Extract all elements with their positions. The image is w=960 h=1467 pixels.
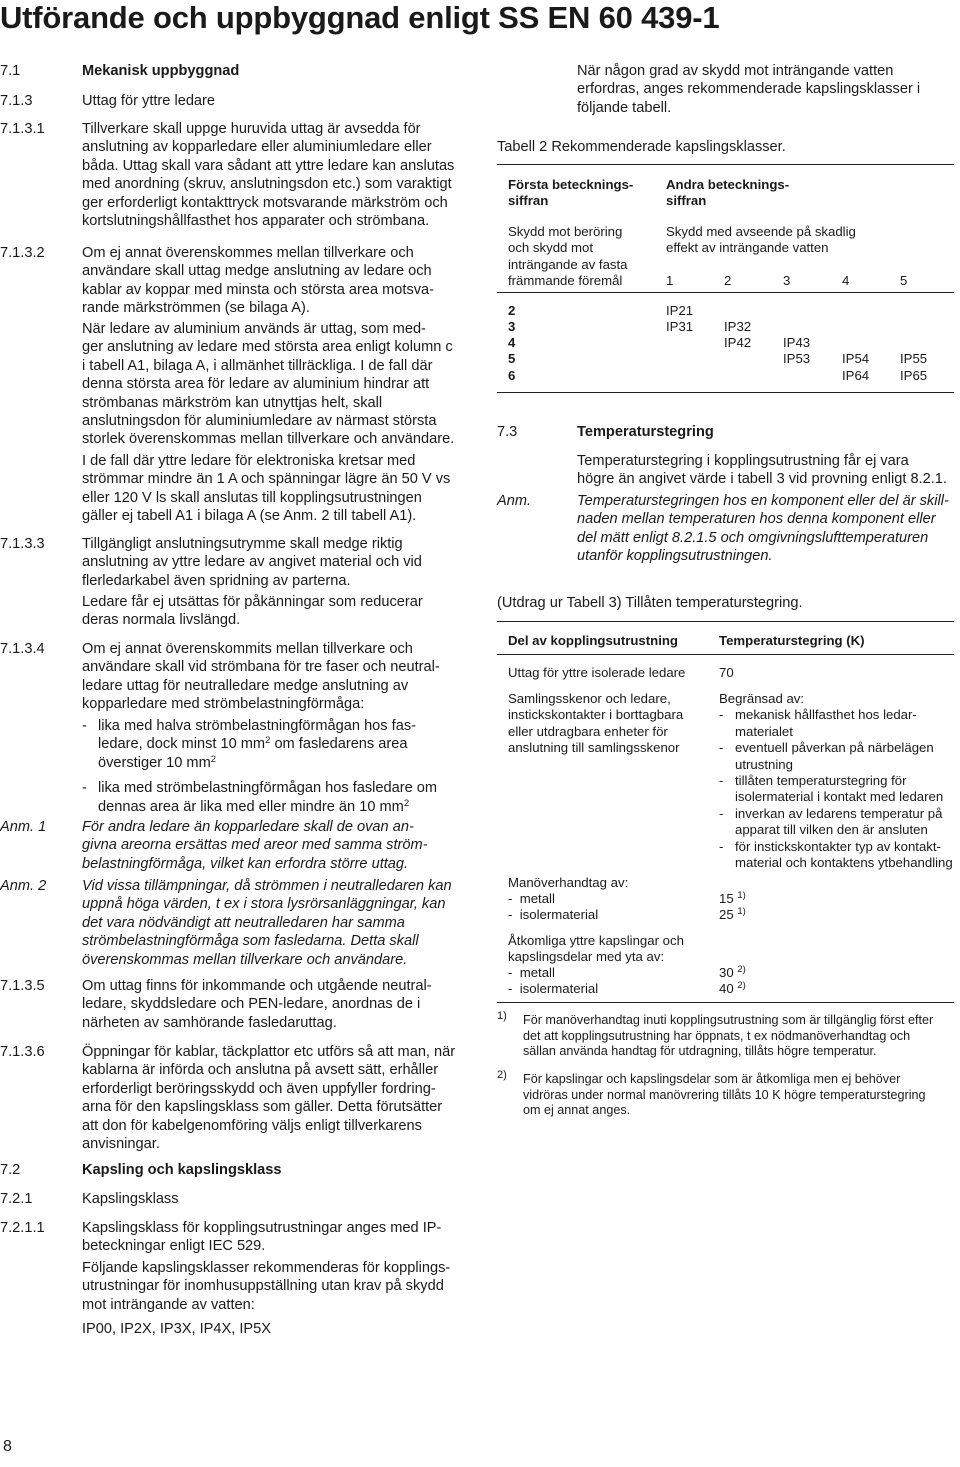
table-cell: Manöverhandtag av: xyxy=(508,875,629,890)
text-line: följande tabell. xyxy=(577,99,672,116)
footnote-mark: 2) xyxy=(497,1069,507,1081)
row-key: 2 xyxy=(508,303,516,318)
text-line: utrustningar för inomhusuppställning utan krav på skydd xyxy=(82,1278,444,1295)
section-heading: Kapslingsklass xyxy=(82,1191,179,1207)
text-line: om ej annat anges. xyxy=(523,1103,631,1118)
text-line: Vid vissa tillämpningar, då strömmen i neutralledaren kan xyxy=(82,878,452,894)
section-heading: Temperaturstegring xyxy=(577,424,714,440)
table-cell: - metall xyxy=(508,891,555,906)
table-cell: IP65 xyxy=(900,368,928,383)
table-cell: 15 $^{1)}$ xyxy=(719,890,746,906)
dash-marker: - xyxy=(82,718,87,734)
text-line: För andra ledare än kopparledare skall de ovan an- xyxy=(82,819,414,835)
footnote-mark: 1) xyxy=(497,1010,507,1022)
text-line: Första betecknings- xyxy=(508,177,634,192)
list-item: - tillåten temperaturstegring för isolermaterial i kontakt med ledaren xyxy=(719,773,944,805)
text-line: överenskommas mellan tillverkare och användare. xyxy=(82,951,408,968)
section-number: 7.1.3.6 xyxy=(0,1044,45,1060)
text-line: eller 120 V ls skall anslutas till kopplingsutrustningen xyxy=(82,489,422,506)
text-line: effekt av inträngande vatten xyxy=(666,240,829,256)
table-rule xyxy=(497,654,954,655)
section-heading: Uttag för yttre ledare xyxy=(82,93,216,109)
text-line: När någon grad av skydd mot inträngande vatten xyxy=(577,63,894,79)
text-line: kablar av koppar med minsta och största area motsva- xyxy=(82,281,435,298)
text-line: anslutning till samlingsskenor xyxy=(508,740,680,756)
table-cell: 40 $^{2)}$ xyxy=(719,980,746,996)
table-cell: IP21 xyxy=(666,303,694,318)
table-caption: Tabell 2 Rekommenderade kapslingsklasser. xyxy=(497,139,786,155)
text-line: utanför kopplingsutrustningen. xyxy=(577,548,773,565)
column-header: 4 xyxy=(842,273,850,288)
text-line: ger anslutning av ledare med största area enligt kolumn c xyxy=(82,339,453,356)
column-header: 1 xyxy=(666,273,674,288)
text-line: erfordras, anges rekommenderade kapslingsklasser i xyxy=(577,81,921,98)
text-line: strömbelastningförmåga som fasledarna. Detta skall xyxy=(82,933,419,950)
text-line: Temperaturstegring i kopplingsutrustning får ej vara xyxy=(577,453,909,469)
text-line: Tillgängligt anslutningsutrymme skall medge riktig xyxy=(82,536,403,552)
table-rule xyxy=(497,392,954,393)
text-line: Skydd med avseende på skadlig xyxy=(666,224,856,239)
text-line: arna för den kapslingsklass som gäller. Detta förutsätter xyxy=(82,1099,443,1116)
column-header: 5 xyxy=(900,273,908,288)
text-line: deras normala livslängd. xyxy=(82,612,241,629)
table-cell: Uttag för yttre isolerade ledare xyxy=(508,665,686,680)
text-line: med anordning (skruv, anslutningsdon etc.) som varaktigt xyxy=(82,176,452,193)
table-cell xyxy=(508,933,684,966)
paragraph xyxy=(82,120,482,230)
table-cell: - isolermaterial xyxy=(508,907,599,922)
text-line: överstiger 10 $mm^2$ xyxy=(98,753,217,771)
text-line: Skydd mot beröring xyxy=(508,224,623,239)
dash-marker: - xyxy=(82,780,87,797)
table-cell xyxy=(719,691,954,871)
paragraph xyxy=(82,593,482,630)
section-number: 7.1 xyxy=(0,63,21,79)
paragraph xyxy=(82,640,482,714)
table-rule xyxy=(497,621,954,622)
text-line: ledare, dock minst 10 $mm^2$ om fasledarens area xyxy=(98,735,408,753)
text-line: När ledare av aluminium används är uttag, som med- xyxy=(82,321,426,337)
paragraph: IP00, IP2X, IP3X, IP4X, IP5X xyxy=(82,1321,272,1337)
table-subheader xyxy=(666,224,856,257)
table-cell: IP31 xyxy=(666,319,694,334)
text-line: i tabell A1, bilaga A, i allmänhet tillräckliga. I de fall där xyxy=(82,357,433,374)
text-line: eller utdragbara enheter för xyxy=(508,723,668,739)
section-number: 7.1.3.2 xyxy=(0,245,45,261)
text-line: kopparledare med strömbelastningförmåga: xyxy=(82,696,365,713)
text-line: Om ej annat överenskommes mellan tillverkare och xyxy=(82,245,414,261)
text-line: vidröras under normal manövrering tillåts 10 K högre temperaturstegring xyxy=(523,1087,926,1102)
table-cell: IP32 xyxy=(724,319,752,334)
table-cell: IP42 xyxy=(724,335,752,350)
row-key: 4 xyxy=(508,335,516,350)
paragraph xyxy=(577,452,957,489)
section-number: 7.2.1 xyxy=(0,1191,33,1207)
table-rule xyxy=(497,1002,954,1003)
paragraph xyxy=(82,452,482,526)
text-line: Om uttag finns för inkommande och utgående neutral- xyxy=(82,978,432,994)
footnote xyxy=(523,1013,958,1060)
text-line: del mätt enligt 8.2.1.5 och omgivningslufttemperaturen xyxy=(577,529,929,546)
text-line: kapslingsdelar med yta av: xyxy=(508,949,665,965)
table-header xyxy=(508,177,633,210)
text-line: ger erforderligt kontakttryck motsvarande märkström och xyxy=(82,194,448,211)
text-line: flerledarkabel även spridning av parterna. xyxy=(82,572,351,589)
table-header: Del av kopplingsutrustning xyxy=(508,633,678,648)
text-line: Följande kapslingsklasser rekommenderas för kopplings- xyxy=(82,1260,451,1276)
text-line: givna areorna ersättas med areor med samma ström- xyxy=(82,837,428,854)
note-label: Anm. 2 xyxy=(0,878,47,894)
section-number: 7.1.3.4 xyxy=(0,641,45,657)
text-line: kablarna är införda och anslutna på avsett sätt, erhåller xyxy=(82,1062,439,1079)
table-cell: IP53 xyxy=(783,351,811,366)
table-rule xyxy=(497,292,954,293)
text-line: siffran xyxy=(508,193,549,209)
text-line: Temperaturstegringen hos en komponent eller del är skill- xyxy=(577,493,949,509)
table-caption: (Utdrag ur Tabell 3) Tillåten temperaturstegring. xyxy=(497,595,803,611)
text-line: För kapslingar och kapslingsdelar som är åtkomliga men ej behöver xyxy=(523,1072,901,1086)
text-line: lika med halva strömbelastningförmågan hos fas- xyxy=(98,718,416,734)
text-line: beteckningar enligt IEC 529. xyxy=(82,1238,266,1255)
text-line: användare skall vid strömbana för tre faser och neutral- xyxy=(82,659,440,676)
text-line: För manöverhandtag inuti kopplingsutrustning som är tillgänglig först efter xyxy=(523,1013,934,1027)
section-heading: Kapsling och kapslingsklass xyxy=(82,1162,282,1178)
text-line: Tillverkare skall uppge huruvida uttag är avsedda för xyxy=(82,121,421,137)
paragraph xyxy=(82,1259,482,1314)
text-line: mot inträngande av vatten: xyxy=(82,1296,255,1313)
text-line: denna största area för ledare av aluminium hindrar att xyxy=(82,376,430,393)
section-number: 7.1.3.3 xyxy=(0,536,45,552)
table-cell: IP64 xyxy=(842,368,870,383)
section-heading: Mekanisk uppbyggnad xyxy=(82,63,240,79)
text-line: strömbanas märkström kan utnyttjas helt, skall xyxy=(82,394,383,411)
text-line: instickskontakter i borttagbara xyxy=(508,707,684,723)
text-line: att don för kabelgenomföring väljs enligt tillverkarens xyxy=(82,1117,422,1134)
row-key: 5 xyxy=(508,351,516,366)
table-header xyxy=(666,177,789,210)
table-cell: - metall xyxy=(508,965,555,980)
table-cell: IP43 xyxy=(783,335,811,350)
table-cell: - isolermaterial xyxy=(508,981,599,996)
text-line: närheten av samhörande fasledaruttag. xyxy=(82,1014,337,1031)
section-number: 7.3 xyxy=(497,424,518,440)
text-line: strömmar mindre än 1 A och spänningar lägre än 50 V vs xyxy=(82,471,451,488)
paragraph xyxy=(82,320,482,449)
footnote xyxy=(523,1072,958,1119)
text-line: rande märkströmmen (se bilaga A). xyxy=(82,300,310,317)
table-rule xyxy=(497,164,954,165)
text-line: uppnå höga värden, t ex i stora lysrörsanläggningar, kan xyxy=(82,896,446,913)
text-line: anvisningar. xyxy=(82,1136,160,1153)
paragraph xyxy=(82,977,482,1032)
paragraph xyxy=(82,1043,482,1153)
table-cell: 25 $^{1)}$ xyxy=(719,906,746,922)
text-line: lika med strömbelastningförmågan hos fasledare om xyxy=(98,780,438,797)
note-text xyxy=(82,818,482,873)
text-line: Kapslingsklass för kopplingsutrustningar anges med IP- xyxy=(82,1220,442,1236)
note-text xyxy=(82,877,482,969)
text-line: Öppningar för kablar, täckplattor etc utförs så att man, när xyxy=(82,1044,456,1060)
text-line: anslutningsdon för aluminiumledare av närmast största xyxy=(82,413,437,430)
bullet-list xyxy=(82,717,482,816)
text-line: Begränsad av: xyxy=(719,691,805,706)
list-item: - för instickskontakter typ av kontakt- material och kontaktens ytbehandling xyxy=(719,838,953,871)
paragraph xyxy=(577,62,952,117)
paragraph xyxy=(82,1219,482,1256)
table-cell: 70 xyxy=(719,665,734,680)
text-line: belastningförmåga, vilket kan erfordra större uttag. xyxy=(82,855,409,872)
text-line: högre än angivet värde i tabell 3 vid provning enligt 8.2.1. xyxy=(577,471,947,488)
text-line: det vara nödvändigt att neutralledaren har samma xyxy=(82,914,405,931)
text-line: storlek överenskommas mellan tillverkare och användare. xyxy=(82,431,455,448)
list-item: - eventuell påverkan på närbelägen utrustning xyxy=(719,740,934,772)
text-line: anslutning av kopparledare eller aluminiumledare eller xyxy=(82,139,432,156)
list-item xyxy=(82,779,482,816)
note-label: Anm. xyxy=(497,493,532,509)
page-title: Utförande och uppbyggnad enligt SS EN 60 439-1 xyxy=(0,0,720,35)
paragraph xyxy=(82,244,482,318)
paragraph xyxy=(82,535,482,590)
text-line: användare skall uttag medge anslutning av ledare och xyxy=(82,263,432,280)
text-line: Åtkomliga yttre kapslingar och xyxy=(508,933,684,948)
note-text xyxy=(577,492,957,566)
table-cell: 30 $^{2)}$ xyxy=(719,964,746,980)
section-number: 7.1.3.5 xyxy=(0,978,45,994)
column-header: 3 xyxy=(783,273,791,288)
note-label: Anm. 1 xyxy=(0,819,47,835)
table-cell xyxy=(508,691,683,757)
page-number: 8 xyxy=(3,1438,12,1455)
section-number: 7.1.3.1 xyxy=(0,121,45,137)
text-line: ledare, skyddsledare och PEN-ledare, anordnas de i xyxy=(82,996,421,1013)
list-item: - inverkan av ledarens temperatur på apparat till vilken den är ansluten xyxy=(719,805,943,838)
text-line: kortslutningshållfasthet hos apparater och strömbana. xyxy=(82,213,430,230)
text-line: ledare uttag för neutralledare medge anslutning av xyxy=(82,677,409,694)
text-line: I de fall där yttre ledare för elektroniska kretsar med xyxy=(82,453,416,469)
section-number: 7.2.1.1 xyxy=(0,1220,45,1236)
list-item xyxy=(82,717,482,772)
text-line: erforderligt beröringsskydd och även uppfyller fordring- xyxy=(82,1080,436,1097)
row-key: 3 xyxy=(508,319,516,334)
text-line: främmande föremål xyxy=(508,273,623,289)
text-line: det att kopplingsutrustning har öppnats, t ex nödmanöverhandtag och xyxy=(523,1028,911,1043)
text-line: Om ej annat överenskommits mellan tillverkare och xyxy=(82,641,413,657)
table-cell: IP55 xyxy=(900,351,928,366)
section-number: 7.2 xyxy=(0,1162,21,1178)
table-cell: IP54 xyxy=(842,351,870,366)
text-line: Andra betecknings- xyxy=(666,177,790,192)
text-line: båda. Uttag skall vara sådant att yttre ledare kan anslutas xyxy=(82,157,455,174)
text-line: sällan använda handtag för utdragning, tillåts högre temperatur. xyxy=(523,1044,877,1059)
row-key: 6 xyxy=(508,368,516,383)
section-number: 7.1.3 xyxy=(0,93,33,109)
table-subheader xyxy=(508,224,628,290)
column-header: 2 xyxy=(724,273,732,288)
text-line: siffran xyxy=(666,193,707,209)
text-line: inträngande av fasta xyxy=(508,256,628,272)
table-header: Temperaturstegring (K) xyxy=(719,633,865,648)
text-line: Ledare får ej utsättas för påkänningar som reducerar xyxy=(82,594,423,610)
text-line: Samlingsskenor och ledare, xyxy=(508,691,671,706)
text-line: naden mellan temperaturen hos denna komponent eller xyxy=(577,511,936,528)
text-line: dennas area är lika med eller mindre än 10 $mm^2$ xyxy=(98,797,410,815)
text-line: och skydd mot xyxy=(508,240,594,256)
text-line: gäller ej tabell A1 i bilaga A (se Anm. 2 till tabell A1). xyxy=(82,508,417,525)
text-line: anslutning av yttre ledare av angivet material och vid xyxy=(82,554,422,571)
list-item: - mekanisk hållfasthet hos ledar- materialet xyxy=(719,707,917,739)
